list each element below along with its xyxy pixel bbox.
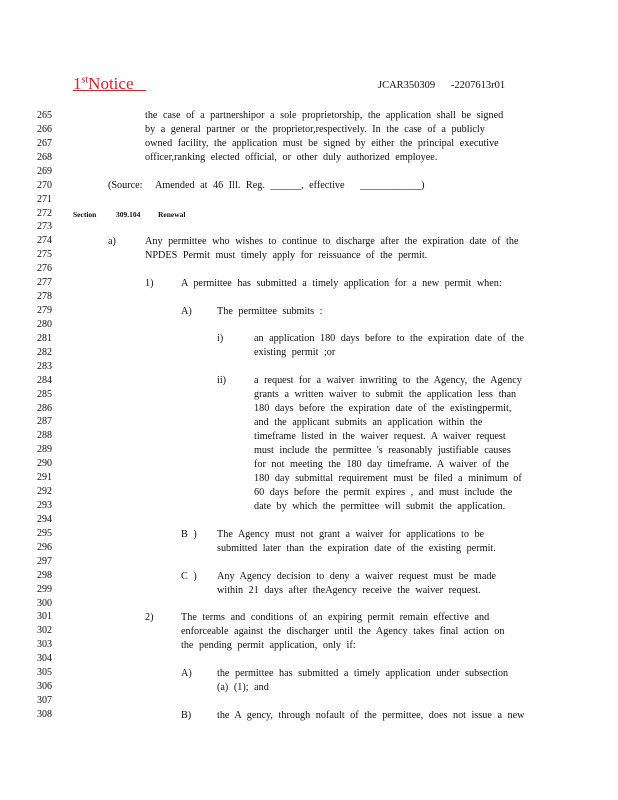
- label-2A: A): [181, 668, 192, 679]
- line-number: 308: [37, 708, 52, 720]
- text-line-301: The terms and conditions of an expiring permit remain effective and: [181, 612, 490, 623]
- text-line-291: 180 day submittal requirement must be filed a minimum of: [254, 473, 522, 484]
- line-number: 290: [37, 458, 52, 470]
- text-line-293: date by which the permittee will submit the application.: [254, 501, 506, 512]
- line-number: 281: [37, 332, 52, 344]
- line-number: 287: [37, 416, 52, 428]
- label-ii: ii): [217, 375, 227, 386]
- line-number: 275: [37, 249, 52, 261]
- line-number: 277: [37, 277, 52, 289]
- line-number: 299: [37, 583, 52, 595]
- text-line-295: The Agency must not grant a waiver for applications to be: [217, 529, 485, 540]
- line-number: 272: [37, 207, 52, 219]
- label-1: 1): [145, 278, 154, 289]
- text-line-267: owned facility, the application must be signed by either the principal executive: [145, 138, 499, 149]
- text-line-296: submitted later than the expiration date of the existing permit.: [217, 543, 496, 554]
- line-number: 294: [37, 513, 52, 525]
- line-number: 301: [37, 611, 52, 623]
- text-line-266: by a general partner or the proprietor,respectively. In the case of a publicly: [145, 124, 485, 135]
- text-line-282: existing permit ;or: [254, 347, 336, 358]
- text-line-302: enforceable against the discharger until the Agency takes final action on: [181, 626, 505, 637]
- label-A: A): [181, 306, 192, 317]
- line-number: 274: [37, 235, 52, 247]
- line-number: 276: [37, 263, 52, 275]
- label-i: i): [217, 333, 224, 344]
- source-effective-blank: ____________): [360, 180, 425, 191]
- line-number: 293: [37, 500, 52, 512]
- line-number: 271: [37, 193, 52, 205]
- line-number: 284: [37, 374, 52, 386]
- text-line-288: timeframe listed in the waiver request. A waiver request: [254, 431, 506, 442]
- line-number: 286: [37, 402, 52, 414]
- text-line-286: 180 days before the expiration date of the existingpermit,: [254, 403, 512, 414]
- line-number: 282: [37, 346, 52, 358]
- text-line-299: within 21 days after theAgency receive the waiver request.: [217, 585, 481, 596]
- source-label: (Source:: [108, 180, 143, 191]
- text-line-285: grants a written waiver to submit the application less than: [254, 389, 517, 400]
- line-number: 266: [37, 123, 52, 135]
- line-number: 280: [37, 318, 52, 330]
- line-number: 302: [37, 625, 52, 637]
- text-line-306: (a) (1); and: [217, 682, 269, 693]
- text-line-287: and the applicant submits an application within the: [254, 417, 483, 428]
- line-number: 306: [37, 681, 52, 693]
- section-title: Renewal: [158, 210, 186, 219]
- line-number: 267: [37, 137, 52, 149]
- text-line-277: A permittee has submitted a timely application for a new permit when:: [181, 278, 502, 289]
- text-line-290: for not meeting the 180 day timeframe. A waiver of the: [254, 459, 509, 470]
- line-number: 270: [37, 179, 52, 191]
- line-number: 292: [37, 486, 52, 498]
- line-number: 296: [37, 541, 52, 553]
- line-number: 288: [37, 430, 52, 442]
- label-C: C ): [181, 571, 197, 582]
- line-number: 291: [37, 472, 52, 484]
- line-number: 307: [37, 695, 52, 707]
- text-line-265: the case of a partnershipor a sole proprietorship, the application shall be signed: [145, 110, 504, 121]
- line-number: 303: [37, 639, 52, 651]
- text-line-268: officer,ranking elected official, or other duly authorized employee.: [145, 152, 438, 163]
- line-number: 279: [37, 305, 52, 317]
- line-number: 285: [37, 388, 52, 400]
- label-2: 2): [145, 612, 154, 623]
- document-code: JCAR350309 -2207613r01: [378, 80, 506, 91]
- text-line-284: a request for a waiver inwriting to the Agency, the Agency: [254, 375, 522, 386]
- line-number: 269: [37, 165, 52, 177]
- line-number: 268: [37, 151, 52, 163]
- line-number: 283: [37, 360, 52, 372]
- line-number: 278: [37, 291, 52, 303]
- line-number: 295: [37, 527, 52, 539]
- text-line-289: must include the permittee 's reasonably justifiable causes: [254, 445, 511, 456]
- text-line-298: Any Agency decision to deny a waiver request must be made: [217, 571, 496, 582]
- line-number: 289: [37, 444, 52, 456]
- text-line-274: Any permittee who wishes to continue to discharge after the expiration date of the: [145, 236, 519, 247]
- line-number: 265: [37, 110, 52, 121]
- line-number: 298: [37, 569, 52, 581]
- line-number: 273: [37, 221, 52, 233]
- text-line-305: the permittee has submitted a timely application under subsection: [217, 668, 509, 679]
- text-line-281: an application 180 days before to the expiration date of the: [254, 333, 524, 344]
- text-line-308: the A gency, through nofault of the permittee, does not issue a new: [217, 710, 525, 721]
- text-line-275: NPDES Permit must timely apply for reissuance of the permit.: [145, 250, 428, 261]
- section-number: 309.104: [116, 210, 141, 219]
- line-number: 300: [37, 597, 52, 609]
- line-number: 305: [37, 667, 52, 679]
- line-number: 304: [37, 653, 52, 665]
- text-line-279: The permittee submits :: [217, 306, 323, 317]
- label-2B: B): [181, 710, 192, 721]
- label-B: B ): [181, 529, 197, 540]
- text-line-292: 60 days before the permit expires , and must include the: [254, 487, 513, 498]
- text-line-303: the pending permit application, only if:: [181, 640, 356, 651]
- label-a: a): [108, 236, 116, 247]
- line-number: 297: [37, 555, 52, 567]
- source-amended: Amended at 46 Ill. Reg. ______, effective: [155, 180, 345, 191]
- first-notice-heading: 1stNotice: [73, 74, 134, 93]
- section-label: Section: [73, 210, 97, 219]
